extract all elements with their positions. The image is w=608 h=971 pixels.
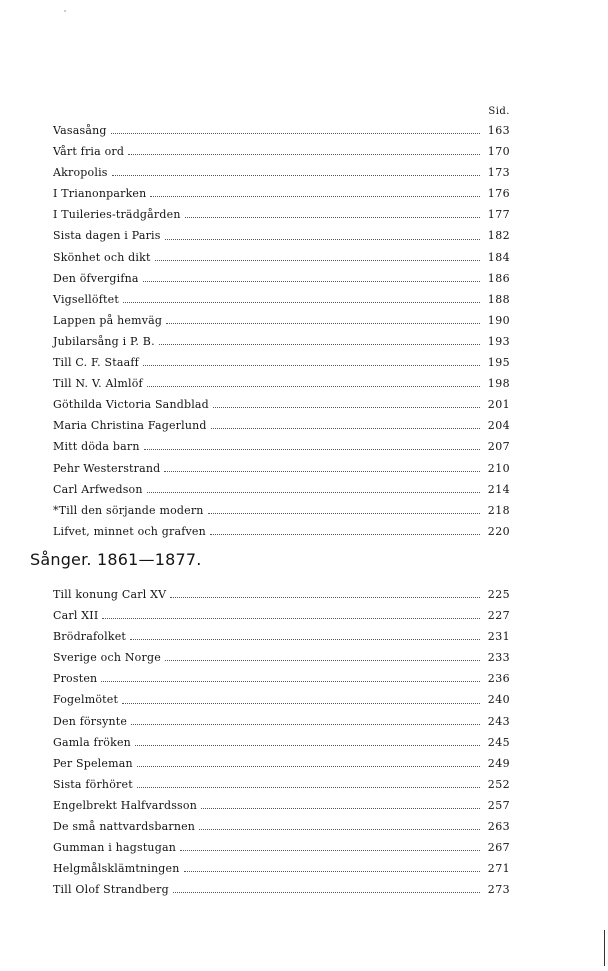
toc-entry [53,584,510,605]
toc-entry [53,310,510,331]
toc-entry-title: I Tuileries-trädgården [53,208,181,222]
dot-leader [128,154,480,155]
toc-entry [53,668,510,689]
toc-entry [53,162,510,183]
dot-leader [170,597,480,598]
toc-entry [53,795,510,816]
dot-leader [135,745,480,746]
dot-leader [199,829,480,830]
toc-entry-title: Pehr Westerstrand [53,461,161,475]
toc-entry-page: 263 [487,820,510,834]
toc-entry [53,247,510,268]
toc-entry-title: De små nattvardsbarnen [53,820,196,834]
dot-leader [201,808,480,809]
dot-leader [166,323,480,324]
toc-entry-title: Lifvet, minnet och grafven [53,524,206,538]
dot-leader [159,344,480,345]
toc-entry-page: 273 [487,883,510,897]
toc-entry [53,289,510,310]
toc-entry-page: 249 [487,756,510,770]
toc-entry-page: 245 [487,735,510,749]
speck-mark [64,10,66,12]
section-heading: Sånger. 1861—1877. [30,550,202,569]
dot-leader [165,239,480,240]
toc-entry-title: Prosten [53,672,98,686]
toc-entry-page: 252 [487,777,510,791]
toc-entry-page: 188 [487,292,510,306]
dot-leader [213,407,480,408]
toc-entry-page: 218 [487,503,510,517]
toc-entry-title: Carl XII [53,609,99,623]
toc-entry [53,605,510,626]
toc-entry-title: Den öfvergifna [53,271,139,285]
toc-entry-page: 193 [487,334,510,348]
toc-entry-page: 220 [487,524,510,538]
toc-entry-page: 231 [487,630,510,644]
toc-entry-title: Till konung Carl XV [53,588,167,601]
toc-entry-page: 271 [487,862,510,876]
dot-leader [137,787,480,788]
dot-leader [137,766,480,767]
toc-entry [53,331,510,352]
toc-entry-page: 233 [487,651,510,665]
dot-leader [155,260,480,261]
toc-entry-page: 195 [487,356,510,370]
toc-entry [53,879,510,900]
toc-entry-page: 204 [487,419,510,433]
toc-entry [53,436,510,457]
toc-entry-page: 182 [487,229,510,243]
toc-entry [53,183,510,204]
toc-entry-page: 207 [487,440,510,454]
toc-entry [53,689,510,710]
toc-entry-title: Carl Arfwedson [53,482,143,496]
toc-entry-title: Sista förhöret [53,777,133,791]
dot-leader [123,302,480,303]
toc-entry [53,479,510,500]
toc-entry [53,352,510,373]
toc-entry-page: 236 [487,672,510,686]
toc-entry-page: 267 [487,841,510,855]
dot-leader [122,703,480,704]
toc-entry [53,732,510,753]
toc-entry-title: Gumman i hagstugan [53,841,177,855]
toc-section-2 [53,584,510,900]
toc-entry [53,373,510,394]
toc-entry-title: Vigsellöftet [53,292,119,306]
toc-entry [53,626,510,647]
toc-entry [53,816,510,837]
toc-entry-page: 176 [487,187,510,201]
dot-leader [185,217,480,218]
dot-leader [211,428,480,429]
toc-entry-page: 227 [487,609,510,623]
dot-leader [165,660,480,661]
dot-leader [164,471,480,472]
toc-entry-title: Akropolis [53,166,108,180]
toc-entry [53,500,510,521]
dot-leader [112,175,480,176]
toc-entry [53,458,510,479]
toc-entry-page: 257 [487,798,510,812]
toc-entry-title: Till C. F. Staaff [53,356,139,370]
dot-leader [111,133,480,134]
toc-entry-title: Vasasång [53,124,107,137]
toc-entry-title: Till Olof Strandberg [53,883,169,897]
toc-entry-title: Till N. V. Almlöf [53,377,143,391]
toc-entry-title: Sista dagen i Paris [53,229,161,243]
dot-leader [173,892,480,893]
toc-entry-page: 163 [487,124,510,137]
toc-entry-page: 186 [487,271,510,285]
toc-entry [53,204,510,225]
toc-entry [53,268,510,289]
toc-entry [53,120,510,141]
dot-leader [143,281,480,282]
toc-entry [53,837,510,858]
toc-entry-title: *Till den sörjande modern [53,503,204,517]
dot-leader [102,618,480,619]
toc-entry-title: Gamla fröken [53,735,131,749]
toc-entry-page: 243 [487,714,510,728]
toc-entry-title: Skönhet och dikt [53,250,151,264]
toc-entry-title: Sverige och Norge [53,651,161,665]
toc-entry-title: Brödrafolket [53,630,127,644]
toc-entry-title: Jubilarsång i P. B. [53,334,155,348]
toc-entry-title: Vårt fria ord [53,145,125,159]
dot-leader [144,449,480,450]
toc-entry-page: 201 [487,398,510,412]
toc-entry-title: Engelbrekt Halfvardsson [53,798,197,812]
dot-leader [180,850,480,851]
toc-entry-title: Maria Christina Fagerlund [53,419,207,433]
dot-leader [101,681,480,682]
toc-entry [53,711,510,732]
toc-entry [53,415,510,436]
toc-entry-page: 184 [487,250,510,264]
toc-entry-title: Lappen på hemväg [53,313,163,327]
dot-leader [130,639,480,640]
toc-entry-page: 177 [487,208,510,222]
toc-entry [53,225,510,246]
dot-leader [147,492,480,493]
toc-entry-title: Per Speleman [53,756,133,770]
toc-entry-title: Göthilda Victoria Sandblad [53,398,209,412]
toc-entry-page: 240 [487,693,510,707]
toc-section-1 [53,120,510,542]
toc-entry [53,774,510,795]
dot-leader [210,534,480,535]
toc-entry-page: 190 [487,313,510,327]
toc-entry-title: I Trianonparken [53,187,147,201]
dot-leader [208,513,480,514]
toc-entry-title: Helgmålsklämtningen [53,862,180,876]
toc-entry-title: Den försynte [53,714,128,728]
dot-leader [150,196,480,197]
page-edge-mark [604,930,605,966]
toc-entry-title: Mitt döda barn [53,440,140,454]
page-column-header: Sid. [488,106,510,117]
toc-entry-page: 198 [487,377,510,391]
toc-entry [53,753,510,774]
toc-entry [53,647,510,668]
toc-entry [53,858,510,879]
dot-leader [184,871,480,872]
dot-leader [143,365,480,366]
toc-entry-page: 225 [487,588,510,601]
toc-entry-page: 170 [487,145,510,159]
toc-entry-page: 214 [487,482,510,496]
dot-leader [131,724,480,725]
toc-entry [53,141,510,162]
toc-entry-title: Fogelmötet [53,693,119,707]
dot-leader [147,386,480,387]
toc-entry-page: 173 [487,166,510,180]
toc-entry [53,521,510,542]
toc-entry [53,394,510,415]
toc-entry-page: 210 [487,461,510,475]
